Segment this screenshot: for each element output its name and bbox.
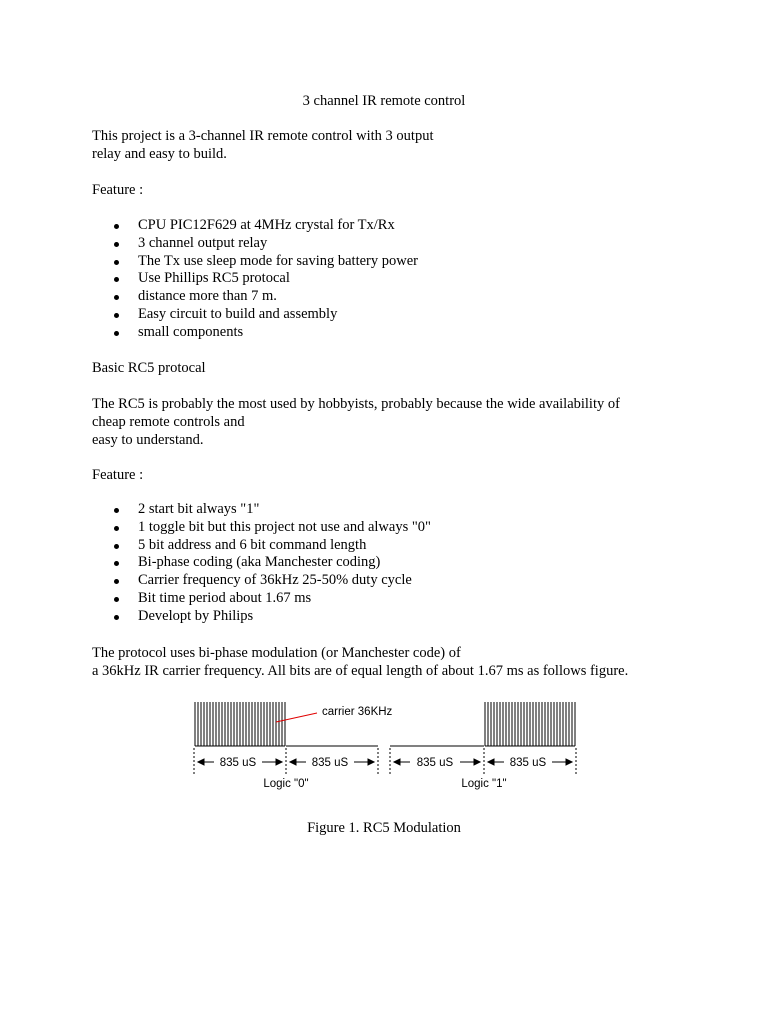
rc5-paragraph: [92, 395, 692, 449]
duration-label-logic0-half2: 835 uS: [311, 757, 349, 769]
duration-label-logic1-half1: 835 uS: [416, 757, 454, 769]
rc5-modulation-diagram: [190, 700, 582, 795]
protocol-line-2: a 36kHz IR carrier frequency. All bits are of equal length of about 1.67 ms as follows figure.: [92, 663, 629, 679]
rc5-heading: [92, 359, 692, 377]
feature-list-1-item: 3 channel output relay: [92, 235, 418, 253]
feature-list-2-item: Carrier frequency of 36kHz 25-50% duty cycle: [92, 572, 431, 590]
feature-heading-2: [92, 466, 692, 484]
feature-list-1-item: Use Phillips RC5 protocal: [92, 270, 418, 288]
feature-heading-1-text: Feature :: [92, 182, 144, 198]
rc5-heading-text: Basic RC5 protocal: [92, 360, 206, 376]
feature-list-1: [92, 217, 418, 342]
duration-label-logic0-half1: 835 uS: [219, 757, 257, 769]
feature-list-2-item: Developt by Philips: [92, 608, 431, 626]
feature-list-1-item: distance more than 7 m.: [92, 288, 418, 306]
carrier-burst-logic-0: [195, 702, 285, 746]
rc5-line-1: The RC5 is probably the most used by hobbyists, probably because the wide availability of: [92, 396, 620, 412]
feature-list-1-item: Easy circuit to build and assembly: [92, 306, 418, 324]
feature-list-2-item: Bit time period about 1.67 ms: [92, 590, 431, 608]
feature-list-1-item: The Tx use sleep mode for saving battery power: [92, 253, 418, 271]
feature-list-2-item: Bi-phase coding (aka Manchester coding): [92, 554, 431, 572]
feature-list-2-item: 2 start bit always "1": [92, 501, 431, 519]
duration-label-logic1-half2: 835 uS: [509, 757, 547, 769]
logic-1-label: Logic "1": [461, 778, 507, 790]
feature-list-2-item: 1 toggle bit but this project not use and always "0": [92, 519, 431, 537]
protocol-line-1: The protocol uses bi-phase modulation (or Manchester code) of: [92, 645, 461, 661]
rc5-line-2: cheap remote controls and: [92, 414, 245, 430]
feature-heading-2-text: Feature :: [92, 467, 144, 483]
logic-0-label: Logic "0": [263, 778, 309, 790]
intro-paragraph: [92, 127, 692, 163]
document-title: 3 channel IR remote control: [302, 93, 466, 109]
feature-list-2: [92, 501, 431, 626]
feature-list-1-item: small components: [92, 324, 418, 342]
figure-caption: Figure 1. RC5 Modulation: [307, 820, 461, 836]
feature-list-1-item: CPU PIC12F629 at 4MHz crystal for Tx/Rx: [92, 217, 418, 235]
intro-line-1: This project is a 3-channel IR remote control with 3 output: [92, 128, 434, 144]
feature-heading-1: [92, 181, 692, 199]
feature-list-2-item: 5 bit address and 6 bit command length: [92, 537, 431, 555]
protocol-paragraph: [92, 644, 692, 680]
carrier-label: carrier 36KHz: [322, 706, 393, 718]
intro-line-2: relay and easy to build.: [92, 146, 227, 162]
carrier-burst-logic-1: [485, 702, 575, 746]
rc5-modulation-figure: [190, 700, 582, 795]
rc5-line-3: easy to understand.: [92, 432, 204, 448]
